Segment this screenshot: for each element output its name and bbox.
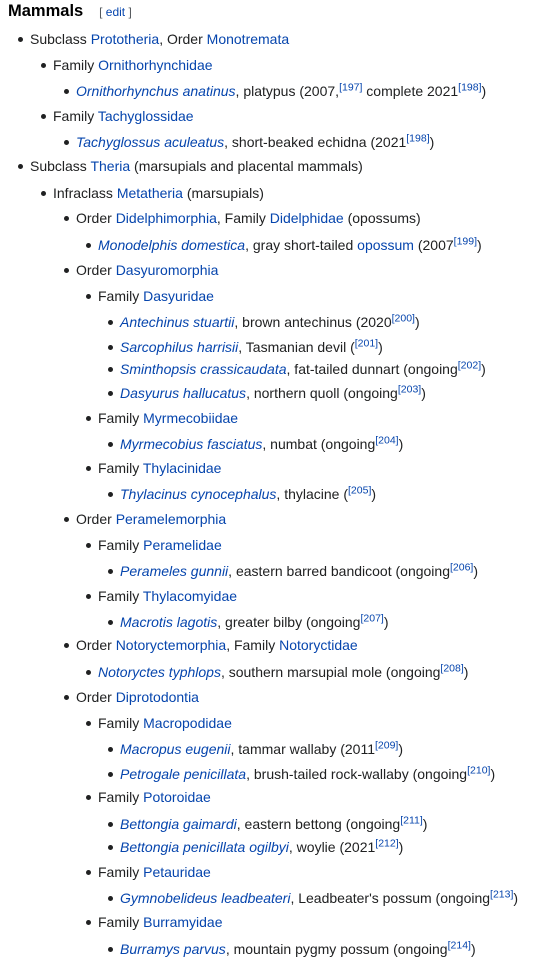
item-text: Order bbox=[76, 511, 116, 527]
list-item bbox=[53, 107, 194, 125]
section-heading bbox=[8, 0, 132, 22]
item-text: ) bbox=[398, 839, 404, 855]
item-text: ) bbox=[378, 339, 383, 355]
item-text: ) bbox=[422, 816, 428, 832]
species-link[interactable] bbox=[120, 563, 228, 579]
bullet-icon bbox=[86, 795, 91, 800]
bullet-icon bbox=[108, 492, 113, 497]
item-text: , platypus (2007, bbox=[235, 83, 340, 99]
bullet-icon bbox=[108, 620, 113, 625]
taxon-link[interactable]: Peramelemorphia bbox=[115, 511, 227, 527]
reference-link[interactable]: [207] bbox=[360, 612, 384, 625]
item-text: ) bbox=[481, 83, 487, 99]
item-text: Subclass bbox=[30, 158, 91, 174]
taxon-link[interactable]: Monotremata bbox=[206, 31, 290, 47]
list-item bbox=[98, 536, 222, 554]
item-text: ) bbox=[473, 563, 479, 579]
species-name: Sminthopsis crassicaudata bbox=[120, 361, 287, 377]
list-item bbox=[76, 636, 358, 654]
list-item bbox=[30, 30, 289, 48]
bullet-icon bbox=[64, 216, 69, 221]
reference-link[interactable]: [205] bbox=[348, 484, 372, 497]
edit-bracket-open: [ bbox=[99, 5, 106, 19]
item-text: , short-beaked echidna (2021 bbox=[224, 134, 407, 150]
taxon-link[interactable]: Peramelidae bbox=[143, 537, 222, 553]
species-link[interactable] bbox=[120, 614, 217, 630]
species-link[interactable] bbox=[76, 83, 236, 99]
reference-link[interactable]: [197] bbox=[339, 81, 363, 94]
bullet-icon bbox=[64, 643, 69, 648]
item-text: ) bbox=[477, 237, 482, 253]
species-name: Thylacinus cynocephalus bbox=[120, 486, 277, 502]
bullet-icon bbox=[86, 920, 91, 925]
species-link[interactable] bbox=[120, 941, 226, 957]
item-text: Order bbox=[76, 637, 116, 653]
item-text: Family bbox=[98, 588, 143, 604]
list-item bbox=[120, 740, 403, 758]
reference-link[interactable]: [203] bbox=[397, 383, 422, 396]
species-link[interactable] bbox=[98, 664, 221, 680]
species-name: Tachyglossus aculeatus bbox=[76, 134, 225, 150]
item-text: , Family bbox=[216, 210, 270, 226]
list-item bbox=[98, 714, 232, 732]
reference-link[interactable]: [210] bbox=[467, 764, 491, 777]
list-item bbox=[76, 133, 434, 151]
item-text: , Leadbeater's possum (ongoing bbox=[290, 890, 491, 906]
bullet-icon bbox=[64, 268, 69, 273]
taxon-link[interactable]: Notoryctidae bbox=[279, 637, 358, 653]
list-item bbox=[98, 913, 223, 931]
taxon-link[interactable]: Tachyglossidae bbox=[97, 108, 194, 124]
item-text: , greater bilby (ongoing bbox=[217, 614, 361, 630]
species-name: Ornithorhynchus anatinus bbox=[76, 83, 236, 99]
item-text: Family bbox=[98, 789, 144, 805]
species-name: Bettongia gaimardi bbox=[120, 816, 237, 832]
list-item bbox=[120, 313, 420, 331]
bullet-icon bbox=[86, 466, 91, 471]
list-item bbox=[120, 940, 476, 958]
species-link[interactable] bbox=[120, 361, 287, 377]
item-text: Family bbox=[98, 288, 144, 304]
reference-link[interactable]: [213] bbox=[490, 888, 514, 901]
taxon-link[interactable]: Metatheria bbox=[116, 185, 183, 201]
taxon-link[interactable]: Didelphimorphia bbox=[115, 210, 217, 226]
taxon-link[interactable]: Burramyidae bbox=[143, 914, 223, 930]
bullet-icon bbox=[108, 947, 113, 952]
item-text: , brown antechinus (2020 bbox=[234, 314, 392, 330]
bullet-icon bbox=[86, 594, 91, 599]
item-text: ) bbox=[513, 890, 519, 906]
bullet-icon bbox=[108, 772, 113, 777]
list-item bbox=[76, 688, 199, 706]
item-text: , Tasmanian devil ( bbox=[238, 339, 355, 355]
species-link[interactable] bbox=[120, 839, 289, 855]
list-item bbox=[98, 459, 221, 477]
bullet-icon bbox=[18, 164, 23, 169]
item-text: Order bbox=[76, 262, 116, 278]
bullet-icon bbox=[64, 89, 69, 94]
reference-link[interactable]: [202] bbox=[457, 359, 482, 372]
taxon-link[interactable]: Diprotodontia bbox=[115, 689, 199, 705]
species-link[interactable] bbox=[98, 237, 245, 253]
taxon-link[interactable]: Ornithorhynchidae bbox=[98, 57, 213, 73]
list-item bbox=[76, 261, 218, 279]
reference-link[interactable]: [211] bbox=[400, 814, 423, 827]
item-text: ) bbox=[421, 385, 426, 401]
edit-link[interactable]: edit bbox=[105, 5, 126, 19]
bullet-icon bbox=[86, 294, 91, 299]
item-text: , numbat (ongoing bbox=[262, 436, 376, 452]
list-item bbox=[98, 409, 238, 427]
taxon-link[interactable]: Dasyuromorphia bbox=[115, 262, 219, 278]
list-item bbox=[120, 889, 518, 907]
species-link[interactable] bbox=[120, 741, 231, 757]
item-text: , mountain pygmy possum (ongoing bbox=[225, 941, 448, 957]
taxon-link[interactable]: Didelphidae bbox=[269, 210, 344, 226]
item-text: Family bbox=[98, 537, 144, 553]
item-text: , tammar wallaby (2011 bbox=[230, 741, 375, 757]
species-name: Petrogale penicillata bbox=[120, 766, 247, 782]
item-text: , thylacine ( bbox=[276, 486, 349, 502]
reference-link[interactable]: [209] bbox=[374, 739, 399, 752]
taxon-link[interactable]: Potoroidae bbox=[143, 789, 211, 805]
species-name: Notoryctes typhlops bbox=[98, 664, 221, 680]
item-text: , Order bbox=[159, 31, 207, 47]
list-item bbox=[120, 815, 427, 833]
item-text: (2007 bbox=[413, 237, 454, 253]
bullet-icon bbox=[86, 543, 91, 548]
item-text: ) bbox=[398, 741, 404, 757]
item-text: , Family bbox=[226, 637, 280, 653]
item-text: Order bbox=[76, 210, 116, 226]
item-text: Family bbox=[53, 108, 98, 124]
species-link[interactable] bbox=[120, 486, 276, 502]
reference-link[interactable]: [204] bbox=[375, 434, 399, 447]
bullet-icon bbox=[41, 63, 46, 68]
bullet-icon bbox=[41, 114, 46, 119]
item-text: Family bbox=[98, 410, 144, 426]
bullet-icon bbox=[86, 416, 91, 421]
list-item bbox=[120, 384, 426, 402]
bullet-icon bbox=[18, 37, 23, 42]
reference-link[interactable]: [201] bbox=[354, 337, 379, 350]
list-item bbox=[120, 562, 478, 580]
list-item bbox=[98, 863, 211, 881]
item-text: ) bbox=[429, 134, 435, 150]
species-name: Burramys parvus bbox=[120, 941, 226, 957]
bullet-icon bbox=[108, 896, 113, 901]
item-text: , fat-tailed dunnart (ongoing bbox=[286, 361, 458, 377]
taxon-link[interactable]: Macropodidae bbox=[143, 715, 232, 731]
item-text: Infraclass bbox=[53, 185, 117, 201]
list-item bbox=[120, 360, 486, 378]
list-item bbox=[98, 663, 468, 681]
list-item bbox=[30, 157, 363, 175]
item-text: Family bbox=[98, 460, 143, 476]
bullet-icon bbox=[41, 191, 46, 196]
list-item bbox=[98, 287, 214, 305]
bullet-icon bbox=[108, 822, 113, 827]
reference-link[interactable]: [200] bbox=[391, 312, 415, 325]
species-name: Gymnobelideus leadbeateri bbox=[120, 890, 291, 906]
taxon-link[interactable]: Thylacomyidae bbox=[142, 588, 238, 604]
taxon-link[interactable]: opossum bbox=[357, 237, 414, 253]
bullet-icon bbox=[108, 345, 113, 350]
species-name: Sarcophilus harrisii bbox=[120, 339, 239, 355]
taxon-link[interactable]: Myrmecobiidae bbox=[143, 410, 239, 426]
species-name: Dasyurus hallucatus bbox=[120, 385, 247, 401]
list-item bbox=[120, 765, 495, 783]
list-item bbox=[120, 485, 376, 503]
item-text: , southern marsupial mole (ongoing bbox=[220, 664, 441, 680]
item-text: ) bbox=[490, 766, 496, 782]
item-text: ) bbox=[470, 941, 476, 957]
taxon-link[interactable]: Notoryctemorphia bbox=[115, 637, 227, 653]
item-text: complete 2021 bbox=[362, 83, 459, 99]
item-text: ) bbox=[398, 436, 404, 452]
taxon-link[interactable]: Prototheria bbox=[90, 31, 160, 47]
bullet-icon bbox=[108, 845, 113, 850]
species-name: Monodelphis domestica bbox=[98, 237, 246, 253]
reference-link[interactable]: [198] bbox=[406, 132, 430, 145]
item-text: Family bbox=[98, 914, 144, 930]
reference-link[interactable]: [208] bbox=[440, 662, 464, 675]
bullet-icon bbox=[64, 140, 69, 145]
item-text: , northern quoll (ongoing bbox=[246, 385, 398, 401]
item-text: (opossums) bbox=[343, 210, 421, 226]
item-text: ) bbox=[463, 664, 469, 680]
bullet-icon bbox=[86, 670, 91, 675]
bullet-icon bbox=[86, 243, 91, 248]
item-text: Subclass bbox=[30, 31, 91, 47]
bullet-icon bbox=[64, 695, 69, 700]
list-item bbox=[76, 82, 486, 100]
item-text: (marsupials) bbox=[182, 185, 264, 201]
item-text: Order bbox=[76, 689, 116, 705]
bullet-icon bbox=[108, 442, 113, 447]
list-item bbox=[98, 236, 482, 254]
list-item bbox=[120, 338, 383, 356]
list-item bbox=[120, 613, 389, 631]
list-item bbox=[76, 510, 226, 528]
taxon-link[interactable]: Thylacinidae bbox=[142, 460, 222, 476]
species-name: Macrotis lagotis bbox=[120, 614, 218, 630]
item-text: , eastern barred bandicoot (ongoing bbox=[228, 563, 450, 579]
species-name: Myrmecobius fasciatus bbox=[120, 436, 263, 452]
edit-section bbox=[99, 5, 132, 19]
item-text: Family bbox=[98, 715, 144, 731]
item-text: , woylie (2021 bbox=[288, 839, 376, 855]
list-item bbox=[53, 184, 264, 202]
species-link[interactable] bbox=[76, 134, 224, 150]
list-item bbox=[120, 838, 403, 856]
species-link[interactable] bbox=[120, 766, 246, 782]
species-link[interactable] bbox=[120, 314, 234, 330]
list-item bbox=[98, 587, 237, 605]
reference-link[interactable]: [214] bbox=[447, 939, 471, 952]
bullet-icon bbox=[86, 870, 91, 875]
bullet-icon bbox=[108, 320, 113, 325]
reference-link[interactable]: [206] bbox=[450, 561, 474, 574]
species-link[interactable] bbox=[120, 890, 290, 906]
item-text: , gray short-tailed bbox=[245, 237, 358, 253]
list-item bbox=[76, 209, 421, 227]
reference-link[interactable]: [199] bbox=[453, 235, 478, 248]
species-name: Antechinus stuartii bbox=[120, 314, 235, 330]
bullet-icon bbox=[108, 569, 113, 574]
bullet-icon bbox=[108, 391, 113, 396]
edit-bracket-close: ] bbox=[125, 5, 132, 19]
item-text: Family bbox=[98, 864, 144, 880]
bullet-icon bbox=[108, 367, 113, 372]
species-link[interactable] bbox=[120, 436, 262, 452]
reference-link[interactable]: [212] bbox=[375, 837, 399, 850]
taxon-link[interactable]: Petauridae bbox=[143, 864, 211, 880]
item-text: ) bbox=[481, 361, 486, 377]
list-item bbox=[53, 56, 213, 74]
item-text: , eastern bettong (ongoing bbox=[236, 816, 401, 832]
item-text: ) bbox=[414, 314, 420, 330]
item-text: , brush-tailed rock-wallaby (ongoing bbox=[246, 766, 468, 782]
species-name: Macropus eugenii bbox=[120, 741, 231, 757]
species-name: Bettongia penicillata ogilbyi bbox=[120, 839, 289, 855]
list-item bbox=[98, 788, 211, 806]
item-text: ) bbox=[371, 486, 377, 502]
species-link[interactable] bbox=[120, 816, 237, 832]
species-name: Perameles gunnii bbox=[120, 563, 229, 579]
bullet-icon bbox=[64, 517, 69, 522]
item-text: ) bbox=[383, 614, 389, 630]
bullet-icon bbox=[86, 721, 91, 726]
taxon-link[interactable]: Dasyuridae bbox=[143, 288, 214, 304]
bullet-icon bbox=[108, 747, 113, 752]
list-item bbox=[120, 435, 403, 453]
species-link[interactable] bbox=[120, 339, 238, 355]
section-title: Mammals bbox=[8, 2, 84, 20]
item-text: Family bbox=[53, 57, 99, 73]
reference-link[interactable]: [198] bbox=[458, 81, 482, 94]
item-text: (marsupials and placental mammals) bbox=[130, 158, 363, 174]
species-link[interactable] bbox=[120, 385, 246, 401]
taxon-link[interactable]: Theria bbox=[90, 158, 131, 174]
